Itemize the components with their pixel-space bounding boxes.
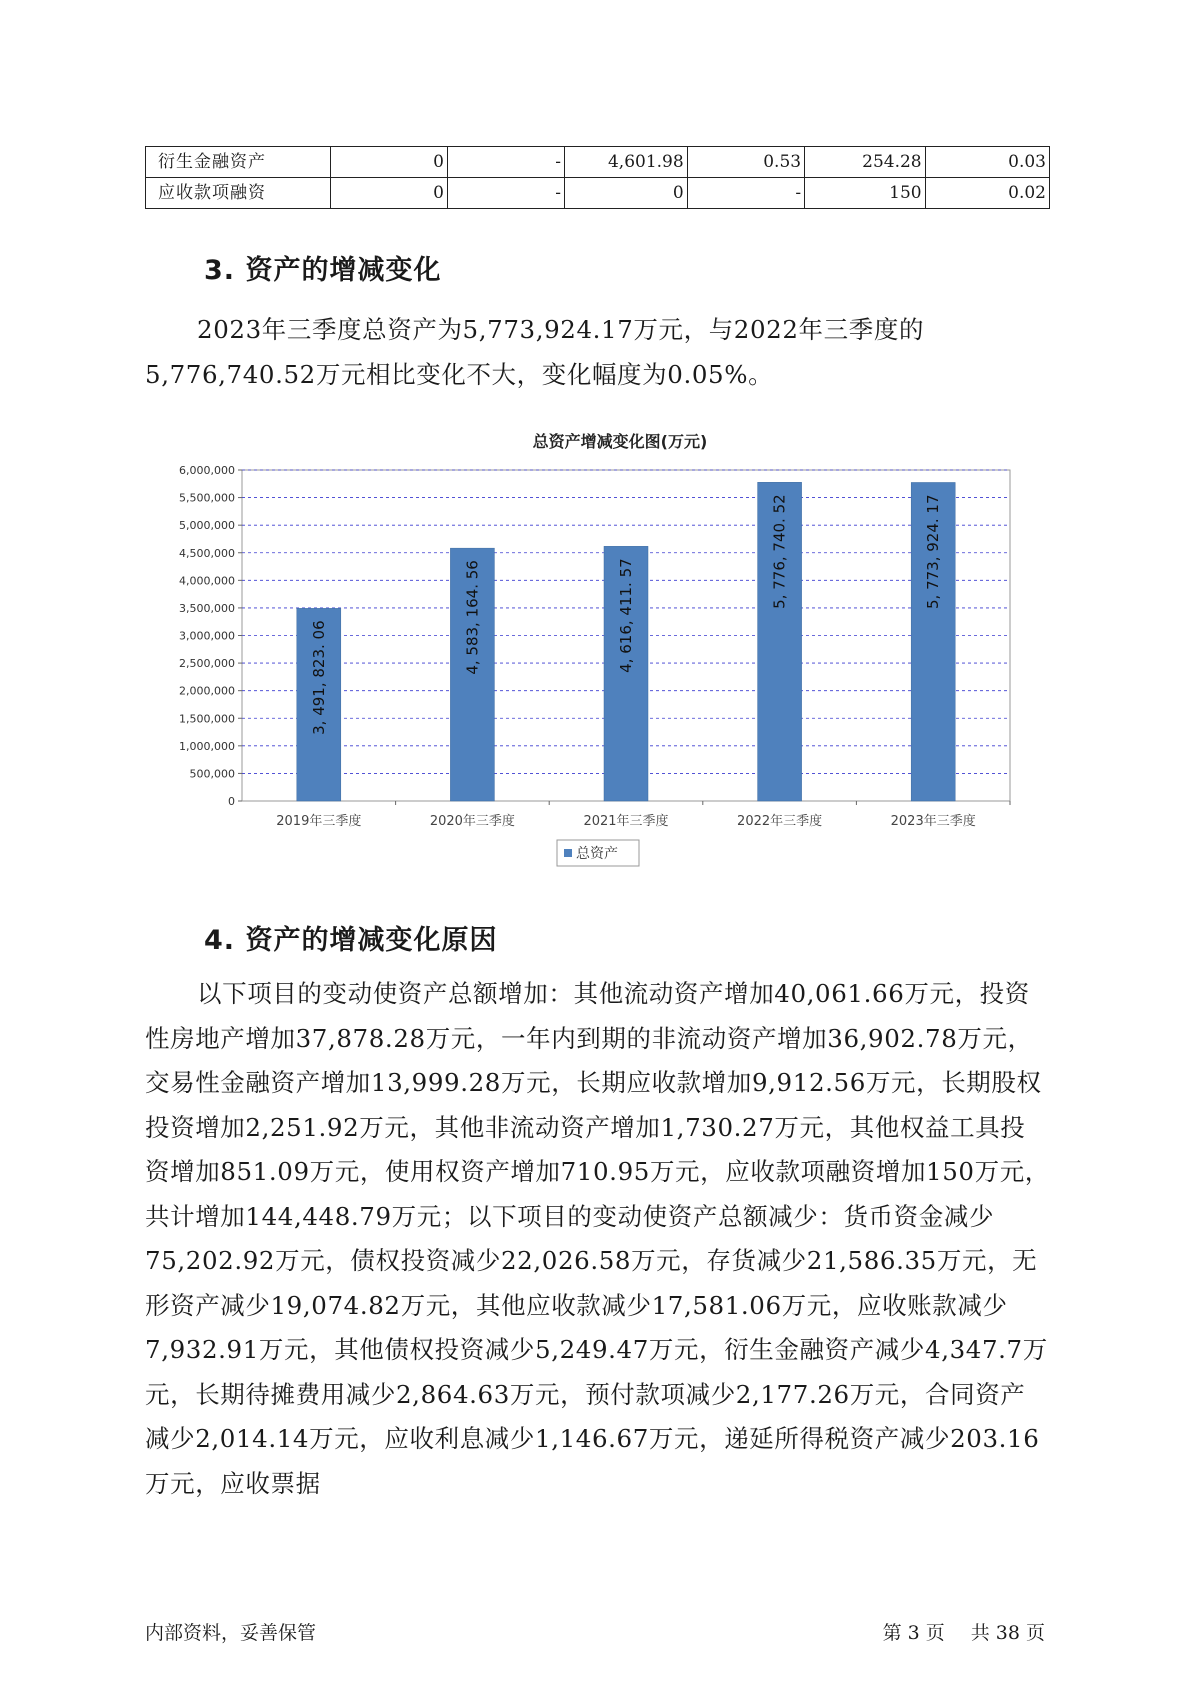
table-cell: 0 bbox=[565, 178, 688, 209]
asset-table bbox=[145, 146, 1050, 209]
table-row bbox=[146, 178, 1050, 209]
row-label: 衍生金融资产 bbox=[146, 147, 331, 178]
bar-data-label: 5, 773, 924. 17 bbox=[924, 494, 943, 609]
bar-data-label: 5, 776, 740. 52 bbox=[770, 494, 789, 609]
y-tick-label: 3,000,000 bbox=[179, 629, 235, 643]
y-tick-label: 5,000,000 bbox=[179, 519, 235, 533]
row-label: 应收款项融资 bbox=[146, 178, 331, 209]
y-tick-label: 1,500,000 bbox=[179, 712, 235, 726]
total-assets-bar-chart bbox=[160, 420, 1030, 880]
table-cell: 150 bbox=[805, 178, 926, 209]
footer-confidential-note: 内部资料，妥善保管 bbox=[145, 1622, 317, 1644]
table-cell: 4,601.98 bbox=[565, 147, 688, 178]
legend-label: 总资产 bbox=[576, 846, 618, 862]
x-tick-label: 2020年三季度 bbox=[429, 814, 515, 829]
chart-title: 总资产增减变化图(万元) bbox=[532, 432, 708, 451]
y-tick-label: 0 bbox=[228, 795, 235, 808]
total-prefix: 共 bbox=[970, 1622, 990, 1644]
table-cell: - bbox=[447, 178, 564, 209]
y-tick-label: 6,000,000 bbox=[179, 464, 235, 477]
y-tick-label: 4,000,000 bbox=[179, 574, 235, 588]
y-tick-label: 4,500,000 bbox=[179, 546, 235, 560]
table-cell: 0 bbox=[330, 147, 447, 178]
section3-paragraph bbox=[145, 308, 1050, 397]
section4-paragraph bbox=[145, 972, 1050, 1506]
y-tick-label: 3,500,000 bbox=[179, 601, 235, 615]
page-suffix: 页 bbox=[925, 1622, 945, 1644]
section3-text: 2023年三季度总资产为5,773,924.17万元，与2022年三季度的5,776,740.52万元相比变化不大，变化幅度为0.05%。 bbox=[145, 315, 925, 389]
section4-text: 以下项目的变动使资产总额增加：其他流动资产增加40,061.66万元，投资性房地产增加37,878.28万元，一年内到期的非流动资产增加36,902.78万元，交易性金融资产增加13,999.28万元，长期应收款增加9,912.56万元，长期股权投资增加2,251.92万元，其他非流动资产增加1,730.27万元，其他权益工具投资增加851.09万元，使用权资产增加710.95万元，应收款项融资增加150万元，共计增加144,448.79万元；以下项目的变动使资产总额减少：货币资金减少75,202.92万元，债权投资减少22,026.58万元，存货减少21,586.35万元，无形资产减少19,074.82万元，其他应收款减少17,581.06万元，应收账款减少7,932.91万元，其他债权投资减少5,249.47万元，衍生金融资产减少4,347.7万元，长期待摊费用减少2,864.63万元，预付款项减少2,177.26万元，合同资产减少2,014.14万元，应收利息减少1,146.67万元，递延所得税资产减少203.16万元，应收票据 bbox=[145, 979, 1050, 1498]
x-tick-label: 2019年三季度 bbox=[276, 814, 362, 829]
y-tick-label: 1,000,000 bbox=[179, 739, 235, 753]
page-prefix: 第 bbox=[882, 1622, 902, 1644]
y-tick-label: 2,500,000 bbox=[179, 657, 235, 671]
y-tick-label: 500,000 bbox=[189, 767, 235, 781]
table-cell: 0.03 bbox=[925, 147, 1049, 178]
table-cell: 0 bbox=[330, 178, 447, 209]
table-cell: 0.53 bbox=[687, 147, 804, 178]
bar-data-label: 3, 491, 823. 06 bbox=[309, 620, 328, 735]
total-suffix: 页 bbox=[1025, 1622, 1045, 1644]
footer-page-number bbox=[883, 1618, 1051, 1645]
x-tick-label: 2021年三季度 bbox=[583, 814, 669, 829]
total-num: 38 bbox=[995, 1622, 1020, 1644]
legend-swatch bbox=[564, 849, 572, 857]
x-tick-label: 2023年三季度 bbox=[890, 814, 976, 829]
y-tick-label: 2,000,000 bbox=[179, 684, 235, 698]
table-row bbox=[146, 147, 1050, 178]
page-num: 3 bbox=[907, 1622, 920, 1644]
table-cell: 0.02 bbox=[925, 178, 1049, 209]
bar-data-label: 4, 616, 411. 57 bbox=[617, 558, 635, 673]
table-cell: - bbox=[447, 147, 564, 178]
bar-data-label: 4, 583, 164. 56 bbox=[463, 560, 482, 675]
table-cell: 254.28 bbox=[805, 147, 926, 178]
table-cell: - bbox=[687, 178, 804, 209]
y-tick-label: 5,500,000 bbox=[179, 491, 235, 505]
section-heading-4: 4. 资产的增减变化原因 bbox=[204, 925, 498, 956]
section-heading-3: 3. 资产的增减变化 bbox=[204, 255, 442, 286]
x-tick-label: 2022年三季度 bbox=[737, 814, 823, 829]
